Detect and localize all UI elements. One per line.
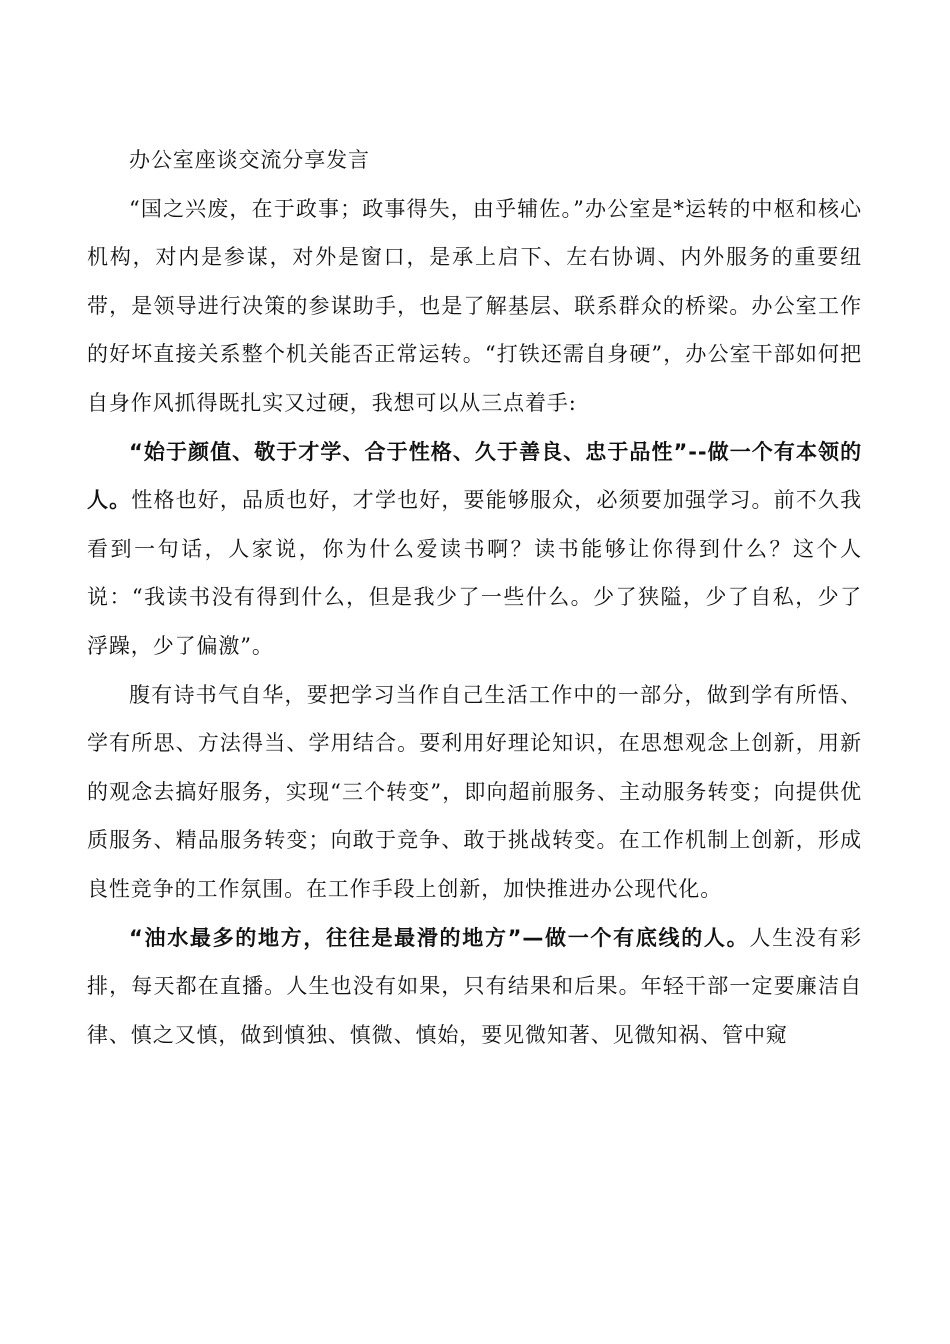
- paragraph-text: “国之兴废，在于政事；政事得失，由乎辅佐。”办公室是*运转的中枢和核心机构，对内是参谋，对外是窗口，是承上启下、左右协调、内外服务的重要纽带，是领导进行决策的参谋助手，也是了解基层、联系群众的桥梁。办公室工作的好坏直接关系整个机关能否正常运转。“打铁还需自身硬”，办公室干部如何把自身作风抓得既扎实又过硬，我想可以从三点着手:: [87, 196, 862, 415]
- document-body: [87, 136, 862, 1059]
- paragraph-point-one: [87, 428, 862, 671]
- paragraph-study: [87, 671, 862, 914]
- paragraph-lead: “油水最多的地方，往往是最滑的地方”—做一个有底线的人。: [129, 925, 750, 950]
- paragraph-intro: [87, 185, 862, 428]
- document-title: 办公室座谈交流分享发言: [129, 148, 370, 172]
- paragraph-text: 人生没有彩排，每天都在直播。人生也没有如果，只有结果和后果。年轻干部一定要廉洁自律、慎之又慎，做到慎独、慎微、慎始，要见微知著、见微知祸、管中窥: [87, 925, 862, 1047]
- paragraph-text: 性格也好，品质也好，才学也好，要能够服众，必须要加强学习。前不久我看到一句话，人家说，你为什么爱读书啊？读书能够让你得到什么？这个人说：“我读书没有得到什么，但是我少了一些什么。少了狭隘，少了自私，少了浮躁，少了偏激”。: [87, 488, 862, 658]
- paragraph-text: 腹有诗书气自华，要把学习当作自己生活工作中的一部分，做到学有所悟、学有所思、方法得当、学用结合。要利用好理论知识，在思想观念上创新，用新的观念去搞好服务，实现“三个转变”，即向超前服务、主动服务转变；向提供优质服务、精品服务转变；向敢于竞争、敢于挑战转变。在工作机制上创新，形成良性竞争的工作氛围。在工作手段上创新，加快推进办公现代化。: [87, 682, 862, 901]
- paragraph-point-two: [87, 914, 862, 1060]
- paragraph-lead: “始于颜值、敬于才学、合于性格、久于善良、忠于品性”--做一个有本领的人。: [87, 439, 862, 513]
